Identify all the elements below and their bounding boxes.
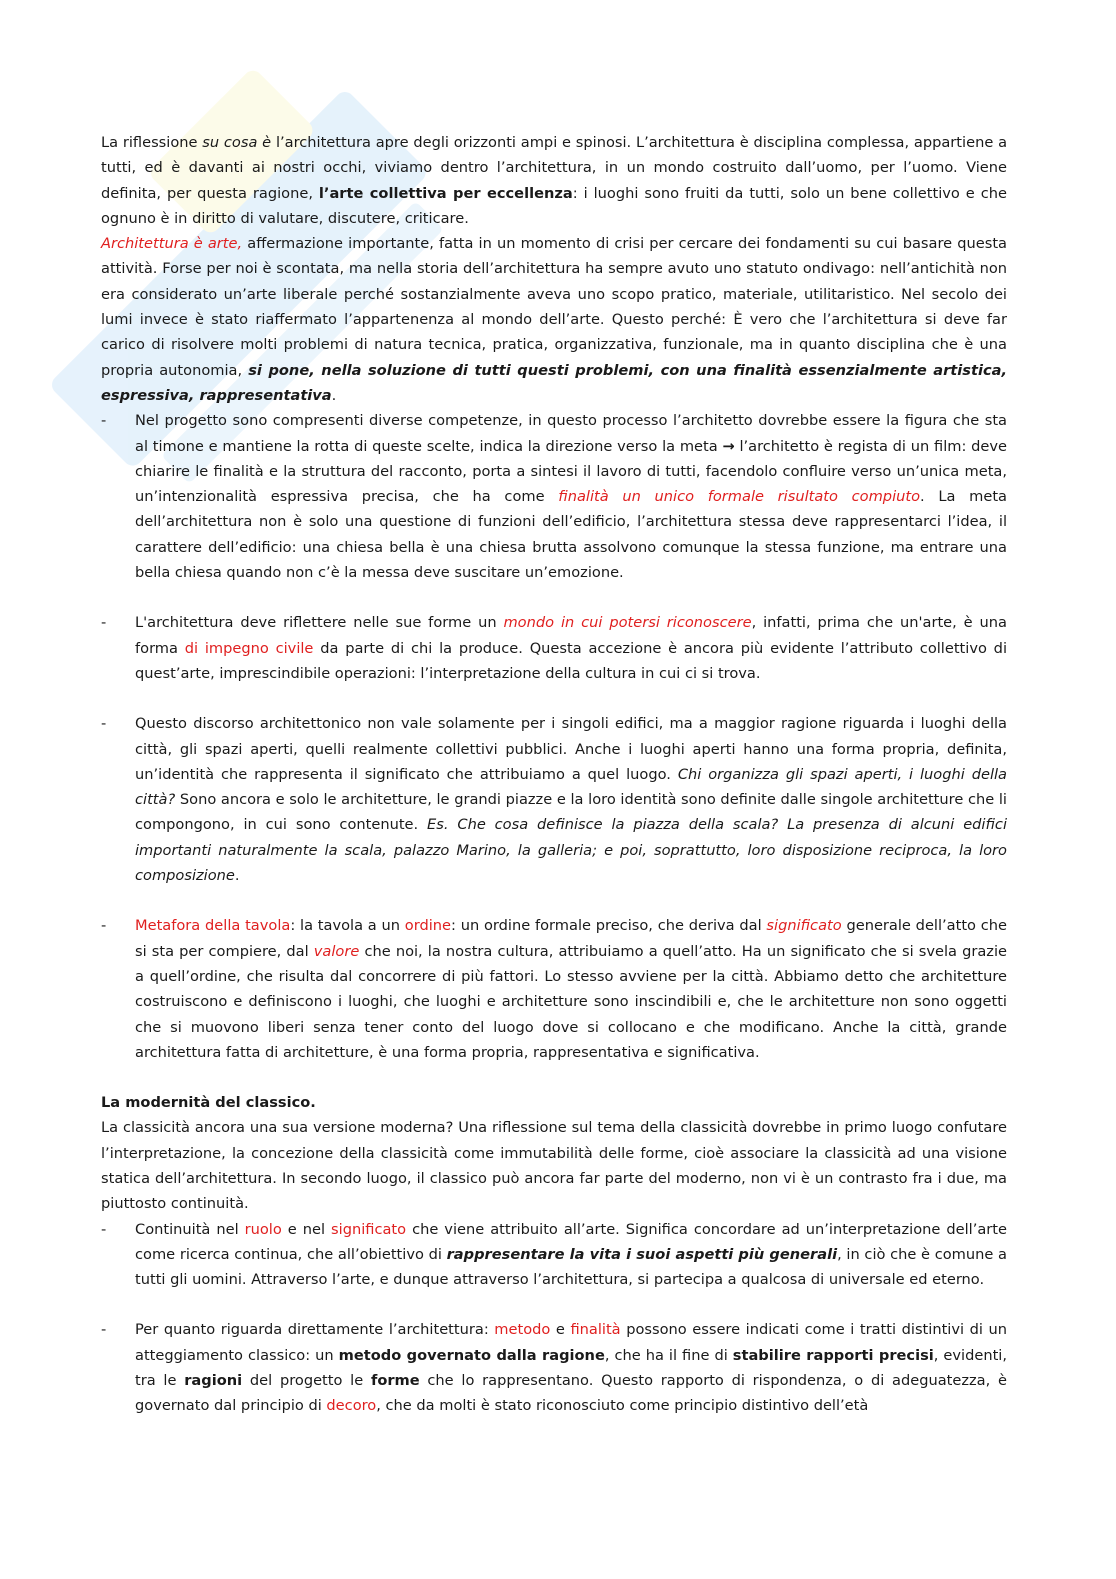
- document-page: [101, 130, 1007, 1419]
- classicism-paragraph: La classicità ancora una sua versione moderna? Una riflessione sul tema della classicità dovrebbe in primo luogo confutare l’interpretazione, la concezione della classicità come immutabilità delle forme, cioè associare la classicità ad una visione statica dell’architettura. In secondo luogo, il classico può ancora far parte del moderno, non vi è un contrasto fra i due, ma piuttosto continuità.: [101, 1119, 1007, 1213]
- arrow-right-icon: →: [722, 437, 735, 455]
- bullet-continuity: - Continuità nel ruolo e nel significato che viene attribuito all’arte. Significa concordare ad un’interpretazione dell’arte come ricerca continua, che all’obiettivo di rappresentare la vita i suoi aspetti più generali, in ciò che è comune a tutti gli uomini. Attraverso l’arte, e dunque attraverso l’architettura, si partecipa a qualcosa di universale ed eterno.: [101, 1220, 1007, 1289]
- intro-paragraph: La riflessione su cosa è l’architettura apre degli orizzonti ampi e spinosi. L’architettura è disciplina complessa, appartiene a tutti, ed è davanti ai nostri occhi, viviamo dentro l’architettura, in un mondo costruito dall’uomo, per l’uomo. Viene definita, per questa ragione, l’arte collettiva per eccellenza: i luoghi sono fruiti da tutti, solo un bene collettivo e che ognuno è in diritto di valutare, discutere, criticare.: [101, 134, 1008, 227]
- bullet-project-competences: - Nel progetto sono compresenti diverse competenze, in questo processo l’architetto dovrebbe essere la figura che sta al timone e mantiene la rotta di queste scelte, indica la direzione verso la meta → l’architetto è regista di un film: deve chiarire le finalità e la struttura del racconto, porta a sintesi il lavoro di tutti, facendolo confluire verso un’unica meta, un’intenzionalità espressiva precisa, che ha come finalità un unico formale risultato compiuto. La meta dell’architettura non è solo una questione di funzioni dell’edificio, l’architettura stessa deve rappresentarci l’idea, il carattere dell’edificio: una chiesa bella è una chiesa brutta assolvono comunque la stessa funzione, ma entrare una bella chiesa quando non c’è la messa deve suscitare un’emozione.: [101, 412, 1007, 582]
- architecture-is-art-paragraph: Architettura è arte, affermazione importante, fatta in un momento di crisi per cercare dei fondamenti su cui basare questa attività. Forse per noi è scontata, ma nella storia dell’architettura ha sempre avuto uno statuto ondivago: nell’antichità non era considerato un’arte liberale perché sostanzialmente aveva uno scopo pratico, materiale, utilitaristico. Nel secolo dei lumi invece è stato riaffermato l’appartenenza al mondo dell’arte. Questo perché: È vero che l’architettura si deve far carico di risolvere molti problemi di natura tecnica, pratica, organizzativa, funzionale, ma in quanto disciplina che è una propria autonomia, si pone, nella soluzione di tutti questi problemi, con una finalità essenzialmente artistica, espressiva, rappresentativa.: [101, 235, 1008, 404]
- bullet-method-finality: - Per quanto riguarda direttamente l’architettura: metodo e finalità possono essere indicati come i tratti distintivi di un atteggiamento classico: un metodo governato dalla ragione, che ha il fine di stabilire rapporti precisi, evidenti, tra le ragioni del progetto le forme che lo rappresentano. Questo rapporto di rispondenza, o di adeguatezza, è governato dal principio di decoro, che da molti è stato riconosciuto come principio distintivo dell’età: [101, 1321, 1007, 1415]
- bullet-civil-commitment: - L'architettura deve riflettere nelle sue forme un mondo in cui potersi riconoscere, infatti, prima che un'arte, è una forma di impegno civile da parte di chi la produce. Questa accezione è ancora più evidente l’attributo collettivo di quest’arte, imprescindibile operazioni: l’interpretazione della cultura in cui ci si trova.: [101, 614, 1008, 682]
- bullet-open-spaces: - Questo discorso architettonico non vale solamente per i singoli edifici, ma a maggior ragione riguarda i luoghi della città, gli spazi aperti, quelli realmente collettivi pubblici. Anche i luoghi aperti hanno una forma propria, definita, un’identità che rappresenta il significato che attribuiamo a quel luogo. Chi organizza gli spazi aperti, i luoghi della città? Sono ancora e solo le architetture, le grandi piazze e la loro identità sono definite dalle singole architetture che li compongono, in cui sono contenute. Es. Che cosa definisce la piazza della scala? La presenza di alcuni edifici importanti naturalmente la scala, palazzo Marino, la galleria; e poi, soprattutto, loro disposizione reciproca, la loro composizione.: [101, 715, 1007, 885]
- bullet-table-metaphor: - Metafora della tavola: la tavola a un ordine: un ordine formale preciso, che deriva dal significato generale dell’atto che si sta per compiere, dal valore che noi, la nostra cultura, attribuiamo a quell’atto. Ha un significato che si svela grazie a quell’ordine, che risulta dal concorrere di più fattori. Lo stesso avviene per la città. Abbiamo detto che architetture costruiscono e definiscono i luoghi, che luoghi e architetture sono inscindibili e, che le architetture non sono oggetti che si muovono liberi senza tener conto del luogo dove si collocano e che modificano. Anche la città, grande architettura fatta di architetture, è una forma propria, rappresentativa e significativa.: [101, 917, 1008, 1061]
- section-title: La modernità del classico.: [101, 1094, 316, 1112]
